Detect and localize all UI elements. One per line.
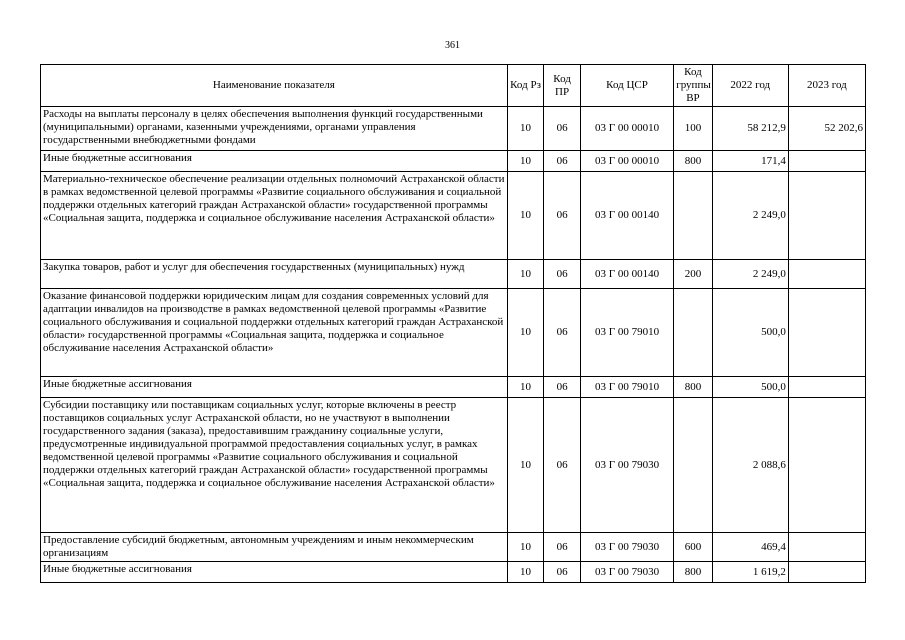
row-rz: 10 — [507, 107, 544, 151]
row-pr: 06 — [544, 562, 581, 583]
table-row — [41, 172, 866, 260]
row-2022: 171,4 — [712, 151, 788, 172]
table-row — [41, 398, 866, 533]
row-2023: 52 202,6 — [788, 107, 865, 151]
row-rz: 10 — [507, 289, 544, 377]
row-vr — [674, 398, 713, 533]
row-rz: 10 — [507, 533, 544, 562]
row-name: Субсидии поставщику или поставщикам социальных услуг, которые включены в реестр поставщиков социальных услуг Астраханской области, но не участвуют в выполнении государственного задания (заказа), предоставившим гражданину социальные услуги, предусмотренные индивидуальной программой предоставления социальных услуг, в рамках ведомственной целевой программы «Развитие социального обслуживания и социальной поддержки отдельных категорий граждан Астраханской области» государственной программы «Социальная защита, поддержка и социальное обслуживание населения Астраханской области» — [41, 398, 508, 533]
row-csr: 03 Г 00 00140 — [580, 260, 673, 289]
row-name: Оказание финансовой поддержки юридическим лицам для создания современных условий для адаптации инвалидов на производстве в рамках ведомственной целевой программы «Развитие социального обслуживания и социальной поддержки отдельных категорий граждан Астраханской области» государственной программы «Социальная защита, поддержка и социальное обслуживание населения Астраханской области» — [41, 289, 508, 377]
header-csr: Код ЦСР — [580, 65, 673, 107]
header-pr: Код ПР — [544, 65, 581, 107]
row-2022: 2 088,6 — [712, 398, 788, 533]
row-vr — [674, 289, 713, 377]
row-pr: 06 — [544, 377, 581, 398]
row-pr: 06 — [544, 107, 581, 151]
budget-table — [40, 64, 866, 583]
table-row — [41, 562, 866, 583]
row-rz: 10 — [507, 260, 544, 289]
page-number: 361 — [445, 40, 460, 51]
row-csr: 03 Г 00 00010 — [580, 107, 673, 151]
row-rz: 10 — [507, 377, 544, 398]
row-csr: 03 Г 00 00140 — [580, 172, 673, 260]
row-csr: 03 Г 00 79010 — [580, 289, 673, 377]
row-name: Закупка товаров, работ и услуг для обеспечения государственных (муниципальных) нужд — [41, 260, 508, 289]
table-row — [41, 289, 866, 377]
row-2022: 2 249,0 — [712, 260, 788, 289]
row-pr: 06 — [544, 533, 581, 562]
row-name: Предоставление субсидий бюджетным, автономным учреждениям и иным некоммерческим организациям — [41, 533, 508, 562]
row-name: Расходы на выплаты персоналу в целях обеспечения выполнения функций государственными (муниципальными) органами, казенными учреждениями, органами управления государственными внебюджетными фондами — [41, 107, 508, 151]
row-2023 — [788, 533, 865, 562]
table-row — [41, 151, 866, 172]
row-vr: 200 — [674, 260, 713, 289]
table-row — [41, 260, 866, 289]
row-2023 — [788, 377, 865, 398]
row-2023 — [788, 172, 865, 260]
row-2023 — [788, 260, 865, 289]
header-row — [41, 65, 866, 107]
row-pr: 06 — [544, 398, 581, 533]
row-2023 — [788, 151, 865, 172]
row-2022: 58 212,9 — [712, 107, 788, 151]
row-rz: 10 — [507, 172, 544, 260]
row-vr: 800 — [674, 377, 713, 398]
row-name: Иные бюджетные ассигнования — [41, 562, 508, 583]
row-name: Материально-техническое обеспечение реализации отдельных полномочий Астраханской области в рамках ведомственной целевой программы «Развитие социального обслуживания и социальной поддержки отдельных категорий граждан Астраханской области» государственной программы «Социальная защита, поддержка и социальное обслуживание населения Астраханской области» — [41, 172, 508, 260]
row-name: Иные бюджетные ассигнования — [41, 151, 508, 172]
row-pr: 06 — [544, 151, 581, 172]
row-name: Иные бюджетные ассигнования — [41, 377, 508, 398]
row-vr: 600 — [674, 533, 713, 562]
header-vr: Код группы ВР — [674, 65, 713, 107]
row-pr: 06 — [544, 172, 581, 260]
row-2022: 2 249,0 — [712, 172, 788, 260]
header-2022: 2022 год — [712, 65, 788, 107]
row-csr: 03 Г 00 79030 — [580, 398, 673, 533]
row-rz: 10 — [507, 562, 544, 583]
row-vr: 800 — [674, 562, 713, 583]
header-rz: Код Рз — [507, 65, 544, 107]
table-row — [41, 107, 866, 151]
row-rz: 10 — [507, 398, 544, 533]
row-pr: 06 — [544, 289, 581, 377]
row-csr: 03 Г 00 00010 — [580, 151, 673, 172]
row-csr: 03 Г 00 79010 — [580, 377, 673, 398]
row-vr: 100 — [674, 107, 713, 151]
row-vr: 800 — [674, 151, 713, 172]
row-2022: 500,0 — [712, 289, 788, 377]
row-csr: 03 Г 00 79030 — [580, 533, 673, 562]
row-pr: 06 — [544, 260, 581, 289]
row-2022: 500,0 — [712, 377, 788, 398]
row-vr — [674, 172, 713, 260]
row-2022: 1 619,2 — [712, 562, 788, 583]
row-2023 — [788, 398, 865, 533]
row-2023 — [788, 289, 865, 377]
header-name: Наименование показателя — [41, 65, 508, 107]
table-row — [41, 533, 866, 562]
header-2023: 2023 год — [788, 65, 865, 107]
table-row — [41, 377, 866, 398]
row-rz: 10 — [507, 151, 544, 172]
row-csr: 03 Г 00 79030 — [580, 562, 673, 583]
row-2023 — [788, 562, 865, 583]
row-2022: 469,4 — [712, 533, 788, 562]
